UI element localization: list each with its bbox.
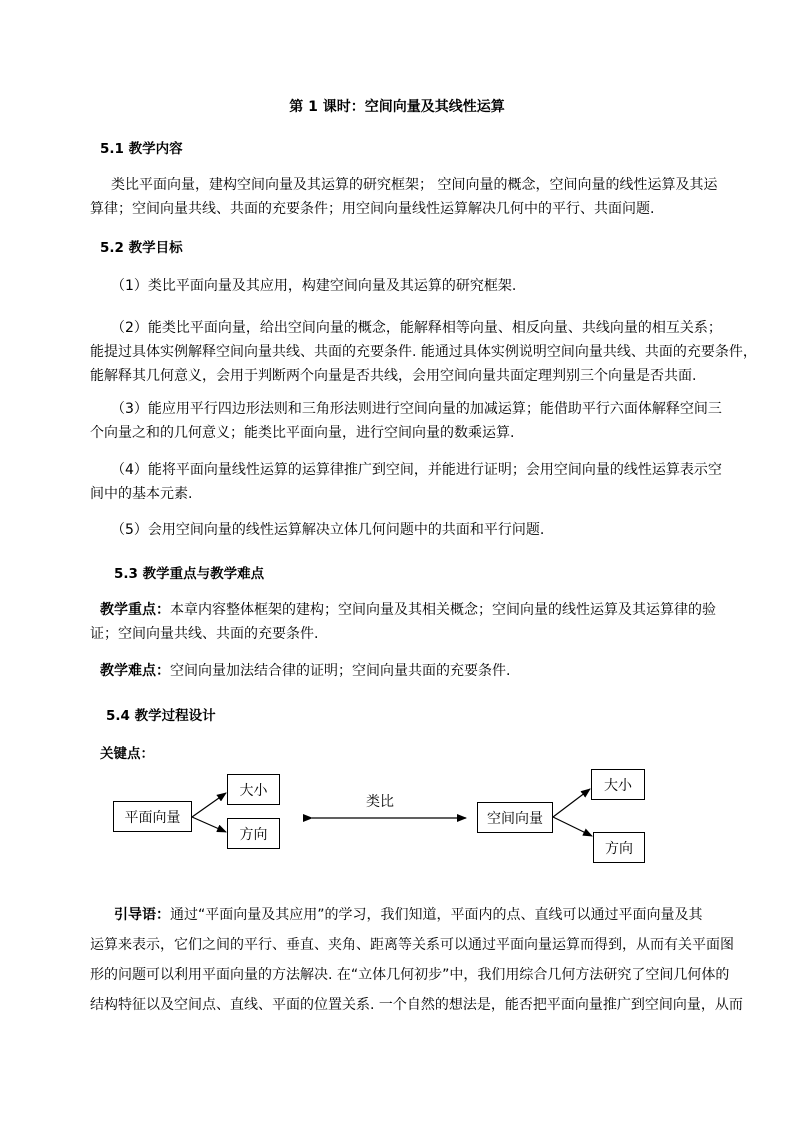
text-line	[90, 659, 715, 683]
section-heading-5-3: 5.3 教学重点与教学难点	[114, 566, 265, 582]
difficulty-label: 教学难点：	[100, 663, 170, 679]
text-line: 形的问题可以利用平面向量的方法解决. 在“立体几何初步”中，我们用综合几何方法研究了空间几何体的	[90, 967, 730, 983]
key-points-paragraph	[90, 598, 715, 646]
text-line: （4）能将平面向量线性运算的运算律推广到空间，并能进行证明；会用空间向量的线性运算表示空	[111, 462, 722, 478]
text-line: （2）能类比平面向量，给出空间向量的概念，能解释相等向量、相反向量、共线向量的相互关系；	[111, 320, 722, 336]
box-left-magnitude: 大小	[227, 774, 280, 805]
page-title: 第 1 课时：空间向量及其线性运算	[289, 99, 505, 115]
section-heading-5-4: 5.4 教学过程设计	[106, 708, 216, 724]
goal-4	[90, 458, 722, 506]
section-5-1-content	[90, 173, 718, 221]
text-line: 运算来表示，它们之间的平行、垂直、夹角、距离等关系可以通过平面向量运算而得到，从而有关平面图	[90, 937, 734, 953]
intro-label: 引导语：	[114, 907, 170, 923]
section-heading-5-2: 5.2 教学目标	[100, 240, 183, 256]
box-left-direction: 方向	[227, 818, 280, 849]
goal-1	[90, 274, 715, 298]
arrow-left-top	[192, 793, 226, 817]
box-space-vector: 空间向量	[477, 802, 553, 833]
text-line: 个向量之和的几何意义；能类比平面向量，进行空间向量的数乘运算.	[90, 425, 515, 441]
difficulty-text: 空间向量加法结合律的证明；空间向量共面的充要条件.	[170, 663, 511, 679]
box-right-direction: 方向	[593, 832, 645, 863]
box-plane-vector: 平面向量	[113, 801, 192, 832]
text-line: （1）类比平面向量及其应用，构建空间向量及其运算的研究框架.	[111, 278, 517, 294]
goal-5	[90, 518, 715, 542]
text-line: 结构特征以及空间点、直线、平面的位置关系. 一个自然的想法是，能否把平面向量推广到空间向量，从而	[90, 997, 743, 1013]
intro-paragraph	[90, 903, 743, 1017]
text-line	[90, 903, 715, 927]
analogy-label: 类比	[366, 794, 394, 810]
key-text: 本章内容整体框架的建构；空间向量及其相关概念；空间向量的线性运算及其运算律的验	[170, 602, 716, 618]
goal-3	[90, 397, 722, 445]
goal-2	[90, 316, 757, 388]
text-line: 能提过具体实例解释空间向量共线、共面的充要条件. 能通过具体实例说明空间向量共线、共面的充要条件，	[90, 344, 757, 360]
difficulty-paragraph	[90, 659, 715, 683]
arrow-left-bottom	[192, 817, 226, 832]
text-line: （5）会用空间向量的线性运算解决立体几何问题中的共面和平行问题.	[111, 522, 545, 538]
text-line: 能解释其几何意义，会用于判断两个向量是否共线，会用空间向量共面定理判别三个向量是否共面.	[90, 368, 697, 384]
key-label: 教学重点：	[100, 602, 170, 618]
text-line: 间中的基本元素.	[90, 486, 193, 502]
key-points-label: 关键点：	[100, 746, 154, 762]
arrow-right-bottom	[553, 817, 592, 836]
section-heading-5-1: 5.1 教学内容	[100, 141, 183, 157]
box-right-magnitude: 大小	[591, 769, 645, 800]
text-line: 类比平面向量，建构空间向量及其运算的研究框架； 空间向量的概念，空间向量的线性运算及其运	[111, 177, 718, 193]
arrow-right-top	[553, 789, 590, 817]
intro-text: 通过“平面向量及其应用”的学习，我们知道，平面内的点、直线可以通过平面向量及其	[170, 907, 703, 923]
text-line: 算律；空间向量共线、共面的充要条件；用空间向量线性运算解决几何中的平行、共面问题.	[90, 201, 655, 217]
text-line: 证；空间向量共线、共面的充要条件.	[90, 626, 319, 642]
text-line	[90, 598, 715, 622]
text-line: （3）能应用平行四边形法则和三角形法则进行空间向量的加减运算；能借助平行六面体解释空间三	[111, 401, 722, 417]
